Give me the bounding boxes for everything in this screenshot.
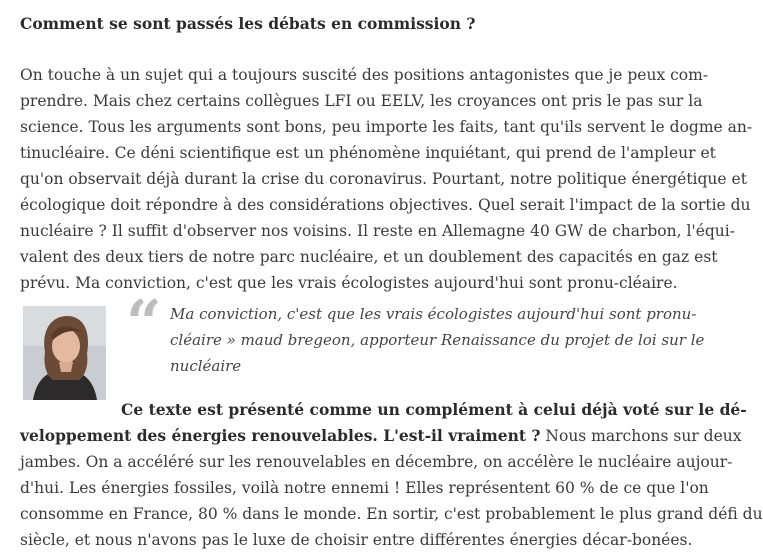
answer-text: Nous marchons sur deux [540, 427, 742, 445]
question-line [20, 423, 742, 449]
paragraph-line: consomme en France, 80 % dans le monde. En sortir, c'est probablement le plus grand défi du [20, 505, 763, 523]
question-line [121, 397, 747, 423]
paragraph-line: valent des deux tiers de notre parc nucléaire, et un doublement des capacités en gaz est [20, 248, 718, 266]
portrait-image [23, 306, 106, 400]
paragraph-line: tinucléaire. Ce déni scientifique est un phénomène inquiétant, qui prend de l'ampleur et [20, 144, 716, 162]
pullquote-line: nucléaire [170, 357, 242, 375]
paragraph-line: prendre. Mais chez certains collègues LFI ou EELV, les croyances ont pris le pas sur la [20, 92, 703, 110]
question-text: veloppement des énergies renouvelables. L'est-il vraiment ? [20, 426, 541, 445]
paragraph-line: qu'on observait déjà durant la crise du coronavirus. Pourtant, notre politique énergétique et [20, 170, 747, 188]
paragraph-line: nucléaire ? Il suffit d'observer nos voisins. Il reste en Allemagne 40 GW de charbon, l'équi- [20, 222, 735, 240]
paragraph-line: d'hui. Les énergies fossiles, voilà notre ennemi ! Elles représentent 60 % de ce que l'on [20, 479, 709, 497]
paragraph-line: prévu. Ma conviction, c'est que les vrais écologistes aujourd'hui sont pronu-cléaire. [20, 274, 678, 292]
author-photo [23, 306, 106, 400]
paragraph-line: On touche à un sujet qui a toujours suscité des positions antagonistes que je peux com- [20, 66, 709, 84]
paragraph-line: science. Tous les arguments sont bons, peu importe les faits, tant qu'ils servent le dogme an- [20, 118, 753, 136]
pullquote-line: Ma conviction, c'est que les vrais écologistes aujourd'hui sont pronu- [170, 305, 697, 323]
pullquote-line: cléaire » maud bregeon, apporteur Renaissance du projet de loi sur le [170, 331, 705, 349]
paragraph-line: jambes. On a accéléré sur les renouvelables en décembre, on accélère le nucléaire aujour- [20, 453, 733, 471]
paragraph-line: écologique doit répondre à des considérations objectives. Quel serait l'impact de la sortie du [20, 196, 751, 214]
paragraph-line: siècle, et nous n'avons pas le luxe de choisir entre différentes énergies décar-bonées. [20, 531, 693, 549]
section-heading: Comment se sont passés les débats en commission ? [20, 14, 476, 33]
quote-mark-icon: “ [126, 286, 162, 359]
question-text: Ce texte est présenté comme un complément à celui déjà voté sur le dé- [121, 400, 747, 419]
